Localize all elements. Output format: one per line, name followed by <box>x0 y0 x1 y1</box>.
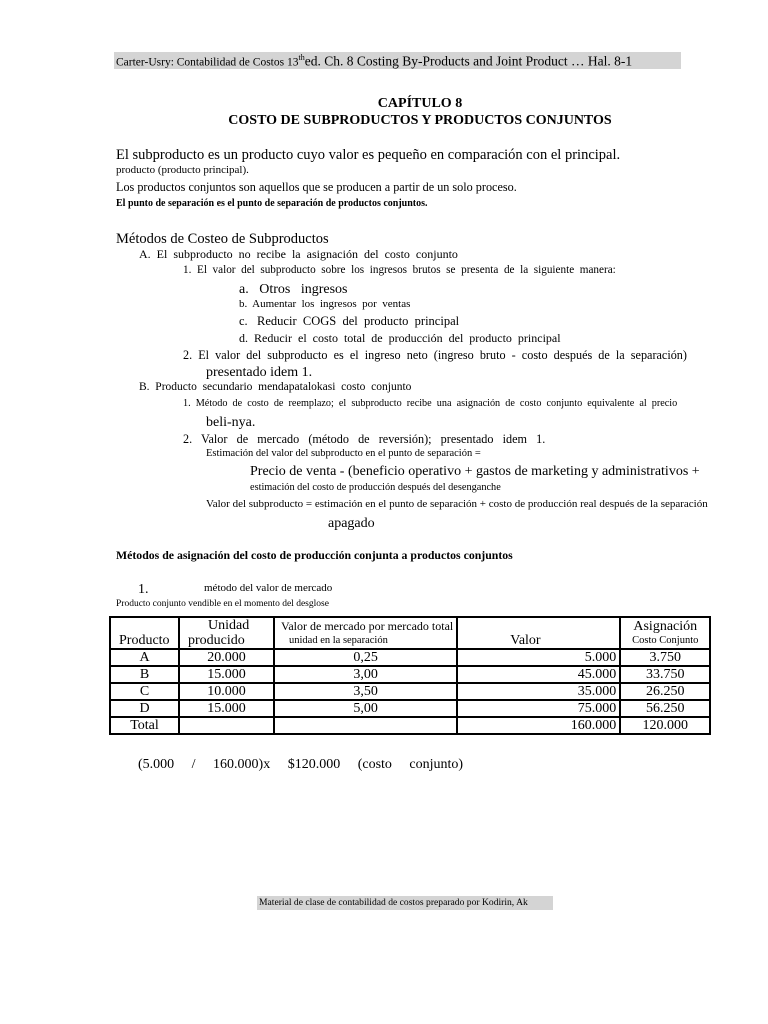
cell-allocation: 56.250 <box>620 700 710 717</box>
table-row <box>110 649 710 666</box>
method-b: B. Producto secundario mendapatalokasi costo conjunto <box>139 381 412 393</box>
method-b1: 1. Método de costo de reemplazo; el subproducto recibe una asignación de costo conjunto equivalente al precio <box>183 398 678 409</box>
joint-method-name: método del valor de mercado <box>204 582 333 594</box>
cell-product: A <box>110 649 179 666</box>
citation-sup: th <box>298 53 305 62</box>
method-a1d: d. Reducir el costo total de producción del producto principal <box>239 331 561 345</box>
joint-cost-table <box>109 616 711 735</box>
method-b2-value: Valor del subproducto = estimación en el punto de separación + costo de producción real después de la separación <box>206 498 708 510</box>
method-b2-value-cont: apagado <box>328 516 375 531</box>
header-product: Producto <box>110 617 179 649</box>
table-row <box>110 683 710 700</box>
header-market-price: Valor de mercado por mercado total unidad en la separación <box>274 617 457 649</box>
cell-product: C <box>110 683 179 700</box>
cell-total-label: Total <box>110 717 179 734</box>
cell-units: 15.000 <box>179 700 274 717</box>
footer-credit: Material de clase de contabilidad de costos preparado por Kodirin, Ak <box>259 897 528 908</box>
method-b2: 2. Valor de mercado (método de reversión); presentado idem 1. <box>183 432 546 446</box>
method-b2-formula-2: estimación del costo de producción después del desenganche <box>250 482 501 493</box>
method-b2-estimate: Estimación del valor del subproducto en el punto de separación = <box>206 448 481 459</box>
method-a2-cont: presentado idem 1. <box>206 365 313 380</box>
intro-line-3: Los productos conjuntos son aquellos que se producen a partir de un solo proceso. <box>116 180 517 194</box>
cell-value: 45.000 <box>457 666 620 683</box>
method-b2-formula-1: Precio de venta - (beneficio operativo + gastos de marketing y administrativos + <box>250 464 700 479</box>
table-total-row <box>110 717 710 734</box>
cell-units: 15.000 <box>179 666 274 683</box>
method-a2: 2. El valor del subproducto es el ingreso neto (ingreso bruto - costo después de la separación) <box>183 348 687 362</box>
method-a1b: b. Aumentar los ingresos por ventas <box>239 298 411 310</box>
table-row <box>110 666 710 683</box>
cell-product: B <box>110 666 179 683</box>
method-a1: 1. El valor del subproducto sobre los ingresos brutos se presenta de la siguiente manera: <box>183 264 616 276</box>
cell-value: 75.000 <box>457 700 620 717</box>
joint-method-number: 1. <box>138 582 149 597</box>
method-a1a: a. Otros ingresos <box>239 282 348 297</box>
cell-value: 5.000 <box>457 649 620 666</box>
joint-table-caption: Producto conjunto vendible en el momento del desglose <box>116 599 329 609</box>
cell-units: 20.000 <box>179 649 274 666</box>
header-value: Valor <box>457 617 620 649</box>
cell-total-price <box>274 717 457 734</box>
method-b1-cont: beli-nya. <box>206 415 256 430</box>
cell-price: 5,00 <box>274 700 457 717</box>
methods-heading: Métodos de Costeo de Subproductos <box>116 231 329 247</box>
cell-product: D <box>110 700 179 717</box>
header-citation <box>116 53 632 69</box>
cell-allocation: 3.750 <box>620 649 710 666</box>
header-units: Unidad producido <box>179 617 274 649</box>
intro-line-1: El subproducto es un producto cuyo valor es pequeño en comparación con el principal. <box>116 147 621 163</box>
cell-allocation: 33.750 <box>620 666 710 683</box>
chapter-subtitle: COSTO DE SUBPRODUCTOS Y PRODUCTOS CONJUNTOS <box>228 113 612 128</box>
method-a: A. El subproducto no recibe la asignación del costo conjunto <box>139 247 458 261</box>
intro-line-4: El punto de separación es el punto de separación de productos conjuntos. <box>116 198 428 209</box>
joint-heading: Métodos de asignación del costo de producción conjunta a productos conjuntos <box>116 548 513 562</box>
intro-line-2: producto (producto principal). <box>116 164 249 176</box>
citation-prefix: Carter-Usry: Contabilidad de Costos 13 <box>116 56 299 69</box>
cell-price: 0,25 <box>274 649 457 666</box>
cell-total-units <box>179 717 274 734</box>
citation-rest: ed. Ch. 8 Costing By-Products and Joint Product … Hal. 8-1 <box>304 53 633 69</box>
cell-units: 10.000 <box>179 683 274 700</box>
cell-price: 3,00 <box>274 666 457 683</box>
cell-value: 35.000 <box>457 683 620 700</box>
chapter-title: CAPÍTULO 8 <box>377 96 463 111</box>
cell-total-allocation: 120.000 <box>620 717 710 734</box>
table-row <box>110 700 710 717</box>
header-allocation: Asignación Costo Conjunto <box>620 617 710 649</box>
calculation-line: (5.000 / 160.000)x $120.000 (costo conjunto) <box>138 757 464 772</box>
method-a1c: c. Reducir COGS del producto principal <box>239 314 460 328</box>
cell-total-value: 160.000 <box>457 717 620 734</box>
table-header-row <box>110 617 710 649</box>
cell-price: 3,50 <box>274 683 457 700</box>
cell-allocation: 26.250 <box>620 683 710 700</box>
